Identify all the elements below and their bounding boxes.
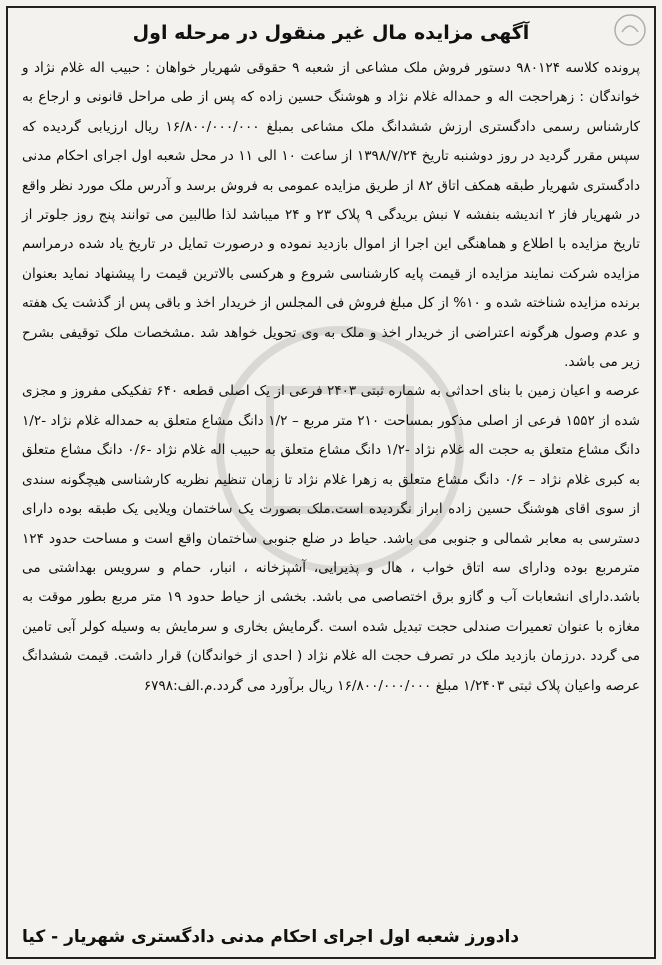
- announcement-paragraph-2: عرصه و اعیان زمین با بنای احداثی به شماره ثبتی ۲۴۰۳ فرعی از یک اصلی قطعه ۶۴۰ تفکیکی مفروز و مجزی شده از ۱۵۵۲ فرعی از اصلی مذکور بمساحت ۲۱۰ متر مربع – ۱/۲ دانگ مشاع متعلق به حمداله غلام نژاد -۱/۲ دانگ مشاع متعلق به حجت اله غلام نژاد -۱/۲ دانگ مشاع متعلق به حبیب اله غلام نژاد -۰/۶ دانگ مشاع متعلق به کبری غلام نژاد – ۰/۶ دانگ مشاع متعلق به زهرا غلام نژاد تا زمان تنظیم نظریه کارشناسی هیچگونه سندی از سوی اقای هوشنگ حسین زاده ابراز نگردیده است.ملک بصورت یک ساختمان ویلایی یک طبقه بوده دارای دسترسی به معابر شمالی و جنوبی می باشد. حیاط در ضلع جنوبی ساختمان واقع است و مساحت حدود ۱۲۴ مترمربع بوده ودارای سه اتاق خواب ، هال و پذیرایی، آشپزخانه ، انبار، حمام و سرویس بهداشتی می باشد.دارای انشعابات آب و گازو برق اختصاصی می باشد. بخشی از حیاط حدود ۱۹ متر مربع بطور موقت به مغازه با عنوان تعمیرات صندلی حجت تبدیل شده است .گرمایش بخاری و سرمایش به وسیله کولر آبی تامین می گردد .درزمان بازدید ملک در تصرف حجت اله غلام نژاد ( احدی از خواندگان) قرار داشت. قیمت ششدانگ عرصه واعیان پلاک ثبتی ۱/۲۴۰۳ مبلغ ۱۶/۸۰۰/۰۰۰/۰۰۰ ریال برآورد می گردد.م.الف:۶۷۹۸: [22, 383, 641, 694]
- announcement-signature: دادورز شعبه اول اجرای احکام مدنی دادگستری شهریار - کیا: [22, 927, 520, 947]
- announcement-paragraph-1: پرونده کلاسه ۹۸۰۱۲۴ دستور فروش ملک مشاعی از شعبه ۹ حقوقی شهریار خواهان : حبیب اله غلام نژاد و خواندگان : زهراحجت اله و حمداله غلام نژاد و هوشنگ حسین زاده که پس از طی مراحل قانونی و ارجاع به کارشناس رسمی دادگستری ارزش ششدانگ ملک مشاعی بمبلغ ۱۶/۸۰۰/۰۰۰/۰۰۰ ریال ارزیابی گردیده که سپس مقرر گردید در روز دوشنبه تاریخ ۱۳۹۸/۷/۲۴ از ساعت ۱۰ الی ۱۱ در محل شعبه اول اجرای احکام مدنی دادگستری شهریار طبقه همکف اتاق ۸۲ از طریق مزایده عمومی به فروش برسد و آدرس ملک مورد نظر واقع در شهریار فاز ۲ اندیشه بنفشه ۷ نبش بریدگی ۹ پلاک ۲۳ و ۲۴ میباشد لذا طالبین می توانند پنج روز جلوتر از تاریخ مزایده با اطلاع و هماهنگی این اجرا از اموال بازدید نموده و درصورت تمایل در تاریخ یاد شده درمراسم مزایده شرکت نمایند مزایده از قیمت پایه کارشناسی شروع و هرکسی بالاترین قیمت را پیشنهاد نماید بعنوان برنده مزایده شناخته شده و ۱۰% از کل مبلغ فروش فی المجلس از خریدار اخذ و باقی پس از گذشت یک هفته و عدم وصول هرگونه اعتراضی از خریدار اخذ و ملک به وی تحویل خواهد شد .مشخصات ملک توقیفی بشرح زیر می باشد.: [22, 60, 641, 371]
- announcement-box: [6, 6, 656, 959]
- announcement-title: آگهی مزایده مال غیر منقول در مرحله اول: [132, 22, 530, 44]
